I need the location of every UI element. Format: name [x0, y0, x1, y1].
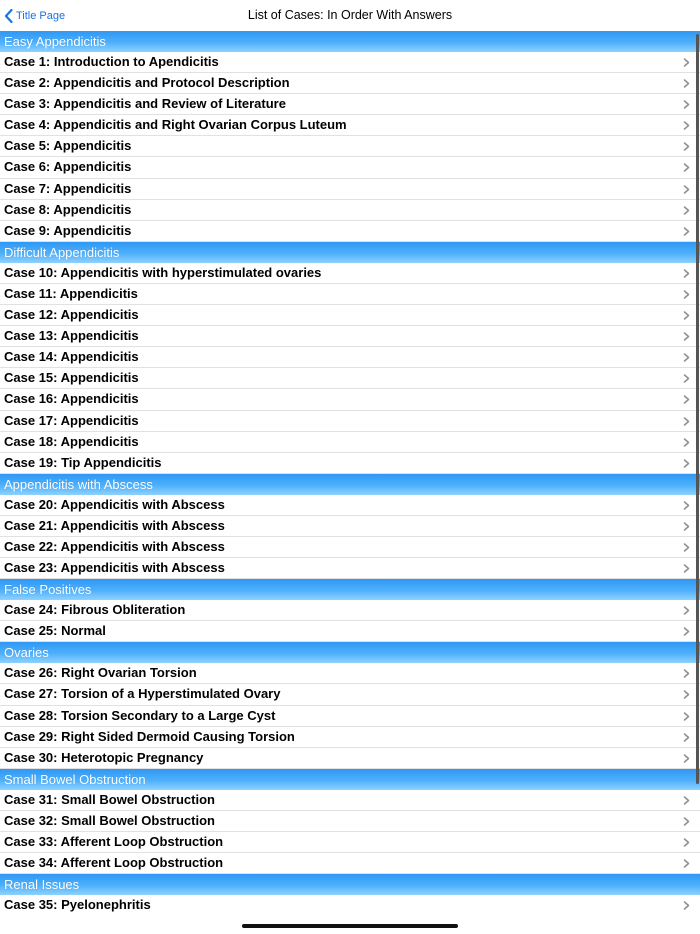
chevron-right-icon: [683, 754, 690, 763]
case-row[interactable]: [0, 684, 700, 705]
case-row[interactable]: [0, 94, 700, 115]
case-row[interactable]: [0, 179, 700, 200]
case-row[interactable]: [0, 895, 700, 915]
case-row[interactable]: [0, 706, 700, 727]
scrollbar[interactable]: [696, 34, 699, 784]
case-label: Case 14: Appendicitis: [4, 349, 139, 365]
chevron-right-icon: [683, 79, 690, 88]
case-label: Case 11: Appendicitis: [4, 285, 138, 301]
section-header: False Positives: [0, 579, 700, 600]
chevron-right-icon: [683, 712, 690, 721]
case-row[interactable]: [0, 73, 700, 94]
chevron-right-icon: [683, 501, 690, 510]
case-label: Case 28: Torsion Secondary to a Large Cyst: [4, 707, 276, 723]
case-label: Case 33: Afferent Loop Obstruction: [4, 834, 224, 849]
case-row[interactable]: [0, 832, 700, 853]
case-label: Case 2: Appendicitis and Protocol Description: [4, 75, 290, 91]
case-label: Case 13: Appendicitis: [4, 328, 139, 344]
case-label: Case 10: Appendicitis with hyperstimulated ovaries: [4, 264, 322, 280]
chevron-right-icon: [683, 163, 690, 172]
case-label: Case 30: Heterotopic Pregnancy: [4, 749, 204, 765]
case-row[interactable]: [0, 389, 700, 410]
case-row[interactable]: [0, 537, 700, 558]
chevron-right-icon: [683, 417, 690, 426]
section-header: Easy Appendicitis: [0, 31, 700, 52]
case-label: Case 9: Appendicitis: [4, 222, 132, 238]
case-row[interactable]: [0, 558, 700, 579]
chevron-right-icon: [683, 438, 690, 447]
chevron-right-icon: [683, 817, 690, 826]
section-header: Renal Issues: [0, 874, 700, 895]
case-label: Case 5: Appendicitis: [4, 138, 132, 154]
case-label: Case 25: Normal: [4, 623, 106, 639]
case-label: Case 16: Appendicitis: [4, 391, 139, 407]
case-label: Case 8: Appendicitis: [4, 201, 132, 217]
chevron-right-icon: [683, 227, 690, 236]
case-row[interactable]: [0, 453, 700, 474]
chevron-right-icon: [683, 353, 690, 362]
case-row[interactable]: [0, 663, 700, 684]
case-label: Case 34: Afferent Loop Obstruction: [4, 855, 224, 871]
chevron-right-icon: [683, 395, 690, 404]
chevron-right-icon: [683, 901, 690, 910]
case-label: Case 35: Pyelonephritis: [4, 897, 151, 913]
navigation-bar: [0, 0, 700, 31]
case-label: Case 3: Appendicitis and Review of Literature: [4, 96, 286, 112]
section-header: Difficult Appendicitis: [0, 242, 700, 263]
case-label: Case 20: Appendicitis with Abscess: [4, 496, 225, 512]
case-label: Case 21: Appendicitis with Abscess: [4, 517, 225, 533]
chevron-right-icon: [683, 522, 690, 531]
chevron-right-icon: [683, 838, 690, 847]
case-label: Case 1: Introduction to Apendicitis: [4, 54, 219, 69]
home-indicator[interactable]: [242, 924, 458, 928]
chevron-right-icon: [683, 142, 690, 151]
chevron-right-icon: [683, 796, 690, 805]
case-label: Case 31: Small Bowel Obstruction: [4, 791, 215, 807]
case-row[interactable]: [0, 853, 700, 874]
case-label: Case 4: Appendicitis and Right Ovarian Corpus Luteum: [4, 117, 347, 133]
page-title: List of Cases: In Order With Answers: [247, 8, 453, 22]
chevron-right-icon: [683, 311, 690, 320]
case-row[interactable]: [0, 495, 700, 516]
chevron-right-icon: [683, 733, 690, 742]
chevron-right-icon: [683, 290, 690, 299]
chevron-right-icon: [683, 606, 690, 615]
case-row[interactable]: [0, 811, 700, 832]
section-header: Appendicitis with Abscess: [0, 474, 700, 495]
case-row[interactable]: [0, 516, 700, 537]
case-row[interactable]: [0, 347, 700, 368]
case-label: Case 15: Appendicitis: [4, 370, 139, 386]
chevron-right-icon: [683, 58, 690, 67]
case-label: Case 29: Right Sided Dermoid Causing Torsion: [4, 728, 295, 744]
case-label: Case 23: Appendicitis with Abscess: [4, 560, 225, 576]
case-row[interactable]: [0, 748, 700, 769]
section-header: Small Bowel Obstruction: [0, 769, 700, 790]
case-label: Case 26: Right Ovarian Torsion: [4, 665, 197, 681]
chevron-right-icon: [683, 374, 690, 383]
chevron-right-icon: [683, 859, 690, 868]
case-list[interactable]: [0, 31, 700, 915]
case-row[interactable]: [0, 305, 700, 326]
case-label: Case 17: Appendicitis: [4, 412, 139, 428]
case-label: Case 24: Fibrous Obliteration: [4, 602, 186, 618]
case-label: Case 27: Torsion of a Hyperstimulated Ovary: [4, 686, 281, 702]
case-row[interactable]: [0, 727, 700, 748]
chevron-right-icon: [683, 100, 690, 109]
chevron-right-icon: [683, 690, 690, 699]
case-row[interactable]: [0, 432, 700, 453]
chevron-right-icon: [683, 206, 690, 215]
case-label: Case 12: Appendicitis: [4, 307, 139, 323]
case-label: Case 6: Appendicitis: [4, 159, 132, 175]
case-label: Case 22: Appendicitis with Abscess: [4, 538, 225, 554]
case-label: Case 7: Appendicitis: [4, 180, 132, 196]
case-row[interactable]: [0, 263, 700, 284]
chevron-right-icon: [683, 332, 690, 341]
case-label: Case 19: Tip Appendicitis: [4, 454, 162, 470]
case-label: Case 18: Appendicitis: [4, 433, 139, 449]
case-row[interactable]: [0, 136, 700, 157]
chevron-right-icon: [683, 543, 690, 552]
chevron-right-icon: [683, 185, 690, 194]
section-header: Ovaries: [0, 642, 700, 663]
case-row[interactable]: [0, 52, 700, 73]
case-row[interactable]: [0, 411, 700, 432]
chevron-right-icon: [683, 459, 690, 468]
chevron-right-icon: [683, 121, 690, 130]
case-row[interactable]: [0, 115, 700, 136]
case-row[interactable]: [0, 790, 700, 811]
case-row[interactable]: [0, 221, 700, 242]
case-row[interactable]: [0, 600, 700, 621]
chevron-right-icon: [683, 269, 690, 278]
case-row[interactable]: [0, 368, 700, 389]
chevron-right-icon: [683, 669, 690, 678]
case-row[interactable]: [0, 284, 700, 305]
chevron-right-icon: [683, 564, 690, 573]
case-label: Case 32: Small Bowel Obstruction: [4, 812, 215, 828]
back-button-label: Title Page: [16, 10, 66, 22]
case-row[interactable]: [0, 157, 700, 178]
case-row[interactable]: [0, 621, 700, 642]
chevron-right-icon: [683, 627, 690, 636]
case-row[interactable]: [0, 200, 700, 221]
case-row[interactable]: [0, 326, 700, 347]
